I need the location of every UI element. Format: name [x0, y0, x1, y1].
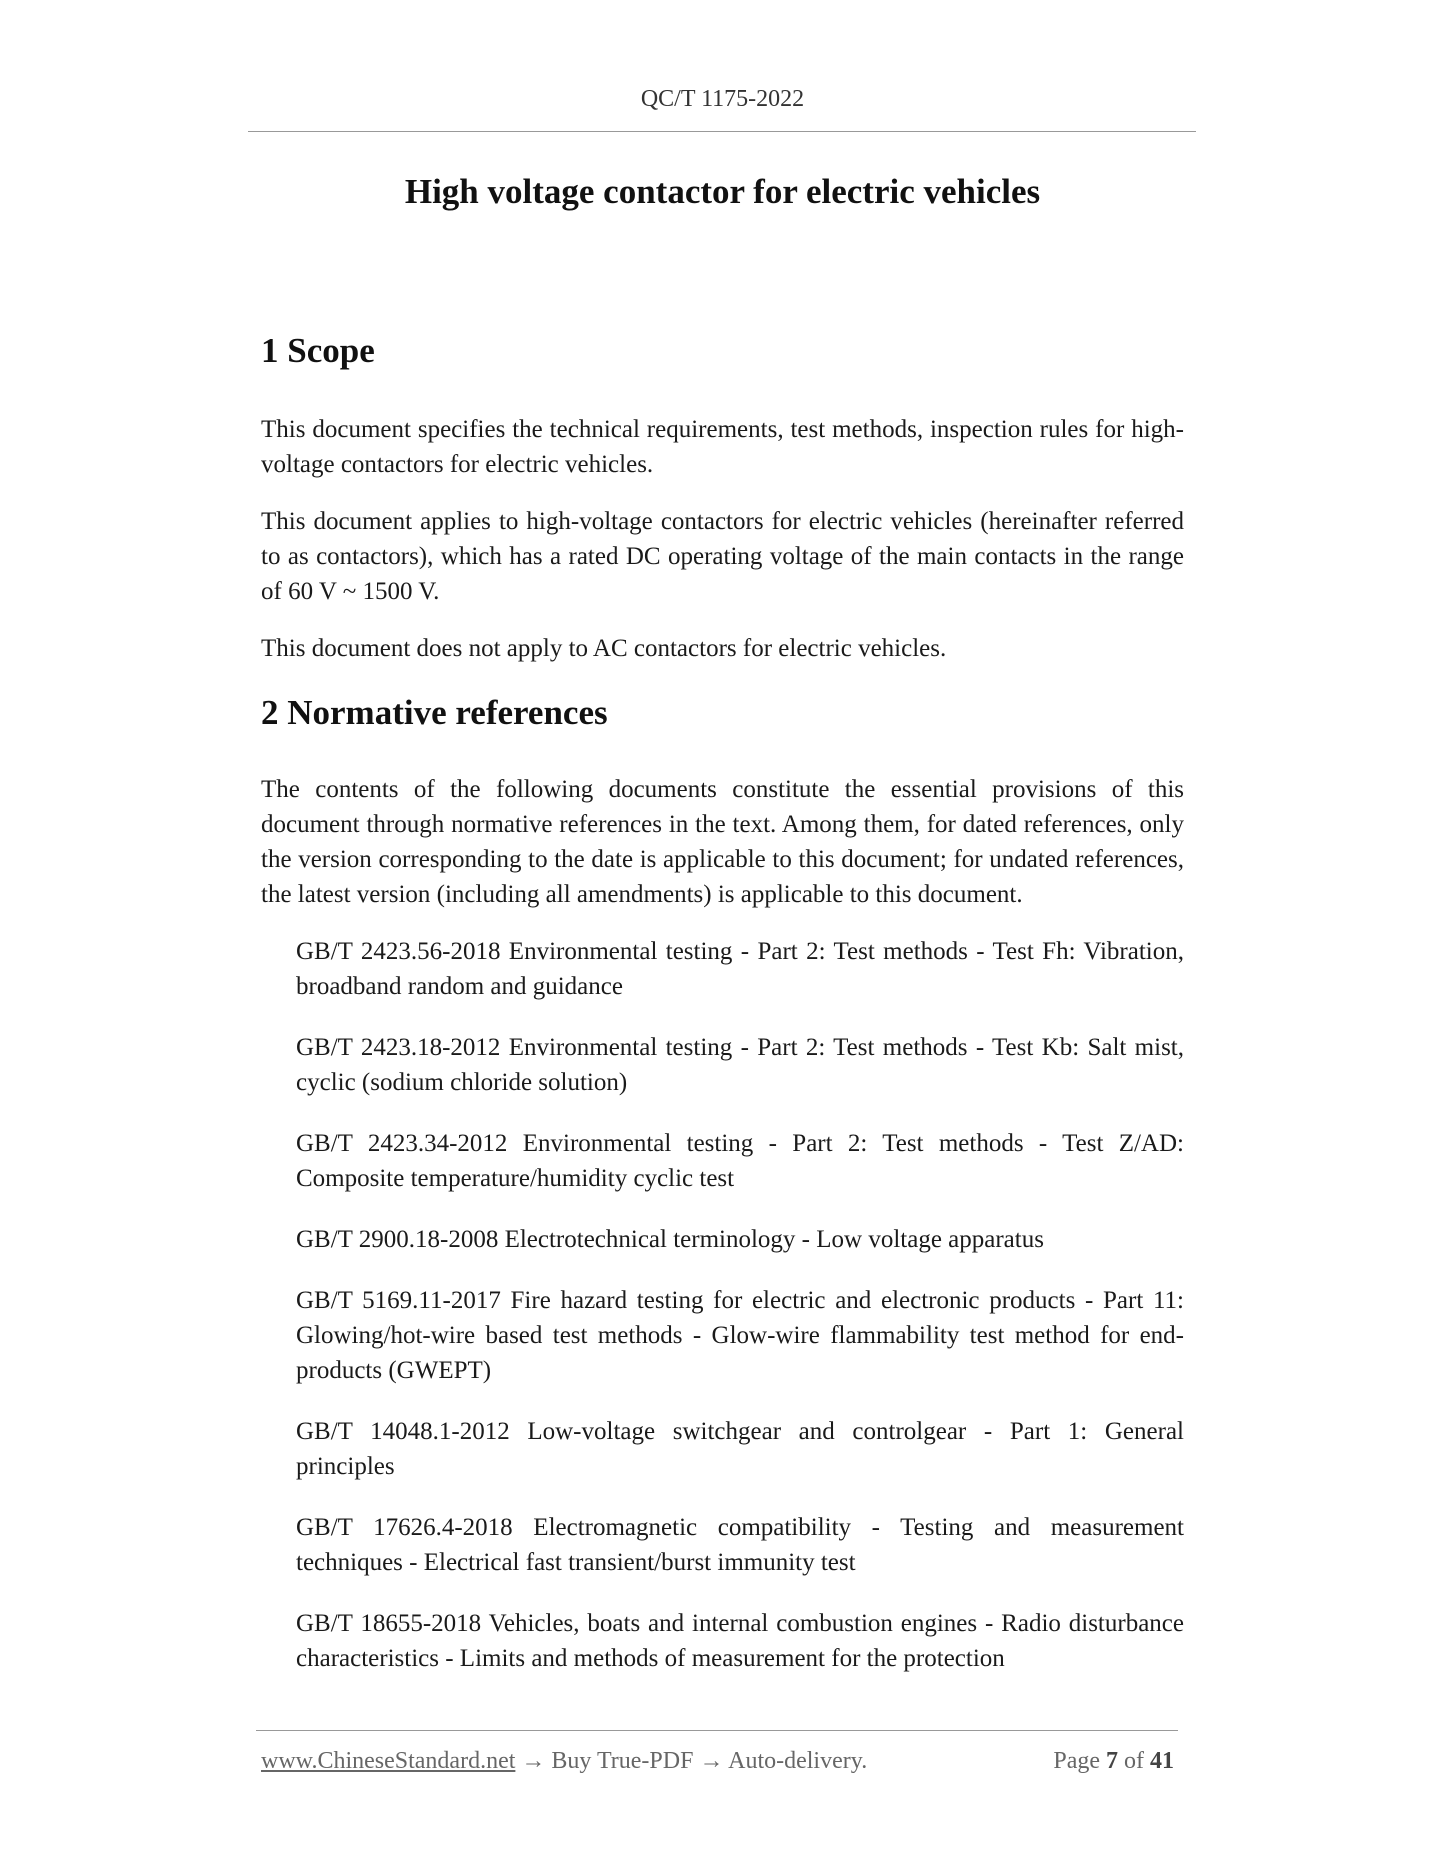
reference-item: GB/T 2423.18-2012 Environmental testing - Part 2: Test methods - Test Kb: Salt mist, cyclic (sodium chloride solution) — [296, 1034, 1184, 1096]
document-body — [261, 330, 1184, 1702]
section-heading-scope: 1 Scope — [261, 331, 375, 370]
of-word: of — [1124, 1748, 1144, 1774]
scope-paragraph: This document specifies the technical requirements, test methods, inspection rules for high-voltage contactors for electric vehicles. — [261, 416, 1184, 478]
page-indicator — [1053, 1748, 1174, 1775]
reference-item: GB/T 2900.18-2008 Electrotechnical terminology - Low voltage apparatus — [296, 1226, 1044, 1253]
scope-paragraph: This document does not apply to AC contactors for electric vehicles. — [261, 635, 947, 662]
total-pages-number: 41 — [1150, 1748, 1174, 1774]
page-word: Page — [1053, 1748, 1100, 1774]
standard-code-header: QC/T 1175-2022 — [640, 86, 805, 112]
footer-divider — [256, 1730, 1178, 1731]
normative-intro-paragraph: The contents of the following documents constitute the essential provisions of this document through normative references in the text. Among them, for dated references, only the version corresponding to the date is applicable to this document; for undated references, the latest version (including all amendments) is applicable to this document. — [261, 776, 1184, 908]
scope-paragraph: This document applies to high-voltage contactors for electric vehicles (hereinafter referred to as contactors), which has a rated DC operating voltage of the main contacts in the range of 60 V ~ 1500 V. — [261, 508, 1184, 605]
document-title: High voltage contactor for electric vehicles — [404, 172, 1041, 211]
footer-promo — [261, 1748, 867, 1775]
reference-item: GB/T 17626.4-2018 Electromagnetic compatibility - Testing and measurement techniques - Electrical fast transient/burst immunity test — [296, 1514, 1184, 1576]
footer-promo-text: → Buy True-PDF → Auto-delivery. — [515, 1748, 868, 1774]
header-divider — [248, 131, 1196, 132]
section-heading-normative-references: 2 Normative references — [261, 693, 608, 732]
current-page-number: 7 — [1106, 1748, 1118, 1774]
reference-list — [261, 934, 1184, 1676]
reference-item: GB/T 18655-2018 Vehicles, boats and internal combustion engines - Radio disturbance characteristics - Limits and methods of measurement for the protection — [296, 1610, 1184, 1672]
reference-item: GB/T 2423.56-2018 Environmental testing - Part 2: Test methods - Test Fh: Vibration, broadband random and guidance — [296, 938, 1184, 1000]
reference-item: GB/T 2423.34-2012 Environmental testing - Part 2: Test methods - Test Z/AD: Composite temperature/humidity cyclic test — [296, 1130, 1184, 1192]
reference-item: GB/T 5169.11-2017 Fire hazard testing for electric and electronic products - Part 11: Glowing/hot-wire based test methods - Glow-wire flammability test method for end-products (GWEPT) — [296, 1287, 1184, 1384]
reference-item: GB/T 14048.1-2012 Low-voltage switchgear and controlgear - Part 1: General principles — [296, 1418, 1184, 1480]
website-link[interactable]: www.ChineseStandard.net — [261, 1748, 516, 1774]
